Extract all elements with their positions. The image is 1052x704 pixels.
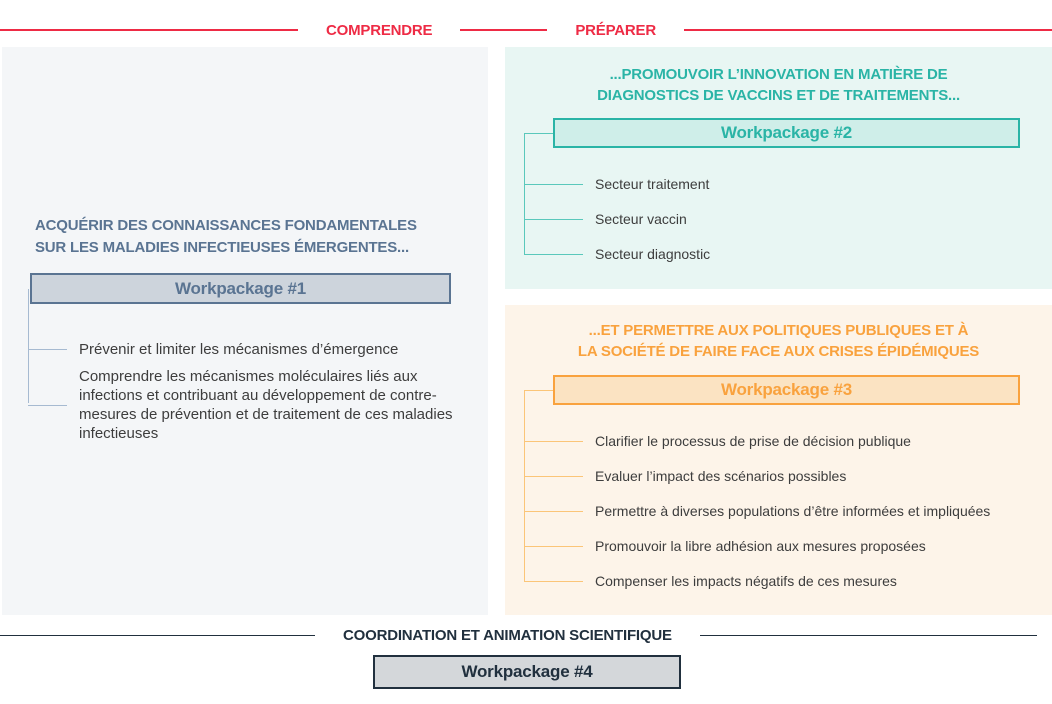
wp3-item [524, 423, 990, 458]
header-line-left [0, 29, 298, 31]
wp1-title-line1: ACQUÉRIR DES CONNAISSANCES FONDAMENTALES [35, 217, 417, 234]
phase-label-preparer: PRÉPARER [575, 21, 656, 39]
wp3-item-label: Clarifier le processus de prise de décision publique [595, 432, 911, 449]
wp1-title-line2: SUR LES MALADIES INFECTIEUSES ÉMERGENTES... [35, 239, 409, 256]
wp2-items [524, 166, 710, 271]
wp4-line-left [0, 635, 315, 636]
wp2-item-label: Secteur traitement [595, 175, 710, 192]
wp2-title [505, 64, 1052, 106]
wp2-connector-stub [524, 133, 553, 134]
panel-wp2 [505, 47, 1052, 289]
panel-wp3 [505, 305, 1052, 615]
wp3-item-label: Promouvoir la libre adhésion aux mesures proposées [595, 537, 926, 554]
wp3-items [524, 423, 990, 598]
wp3-item [524, 563, 990, 598]
wp2-item [524, 201, 710, 236]
wp4-header [0, 623, 1052, 647]
wp1-item-label: Prévenir et limiter les mécanismes d’émergence [79, 340, 399, 358]
phase-label-comprendre: COMPRENDRE [326, 21, 433, 39]
wp2-box: Workpackage #2 [553, 118, 1020, 148]
wp2-title-line2: DIAGNOSTICS DE VACCINS ET DE TRAITEMENTS... [597, 87, 960, 104]
wp1-title [35, 215, 417, 259]
panel-wp1 [2, 47, 488, 615]
wp1-item [28, 367, 480, 443]
wp2-item [524, 166, 710, 201]
wp4-title: COORDINATION ET ANIMATION SCIENTIFIQUE [343, 626, 672, 644]
wp3-title-line1: ...ET PERMETTRE AUX POLITIQUES PUBLIQUES ET À [588, 322, 969, 339]
phase-header [0, 18, 1052, 42]
wp2-title-line1: ...PROMOUVOIR L’INNOVATION EN MATIÈRE DE [609, 66, 948, 83]
wp2-item-label: Secteur diagnostic [595, 245, 711, 262]
wp3-item-label: Permettre à diverses populations d’être informées et impliquées [595, 502, 991, 519]
wp2-item-label: Secteur vaccin [595, 210, 687, 227]
wp3-title [505, 320, 1052, 362]
wp4-line-right [700, 635, 1037, 636]
wp3-box: Workpackage #3 [553, 375, 1020, 405]
header-line-right [684, 29, 1052, 31]
wp3-item-label: Evaluer l’impact des scénarios possibles [595, 467, 847, 484]
wp3-item-label: Compenser les impacts négatifs de ces mesures [595, 572, 897, 589]
wp3-title-line2: LA SOCIÉTÉ DE FAIRE FACE AUX CRISES ÉPIDÉMIQUES [577, 343, 980, 360]
wp2-item [524, 236, 710, 271]
wp1-box: Workpackage #1 [30, 273, 451, 304]
wp3-item [524, 528, 990, 563]
header-line-middle [460, 29, 547, 31]
wp3-connector-stub [524, 390, 553, 391]
wp1-item-label: Comprendre les mécanismes moléculaires liés aux infections et contribuant au développement de contre-mesures de prévention et de traitement de ces maladies infectieuses [79, 368, 453, 442]
wp3-item [524, 458, 990, 493]
wp3-item [524, 493, 990, 528]
wp1-items [28, 335, 480, 443]
wp4-box: Workpackage #4 [373, 655, 681, 689]
wp1-item [28, 335, 480, 363]
